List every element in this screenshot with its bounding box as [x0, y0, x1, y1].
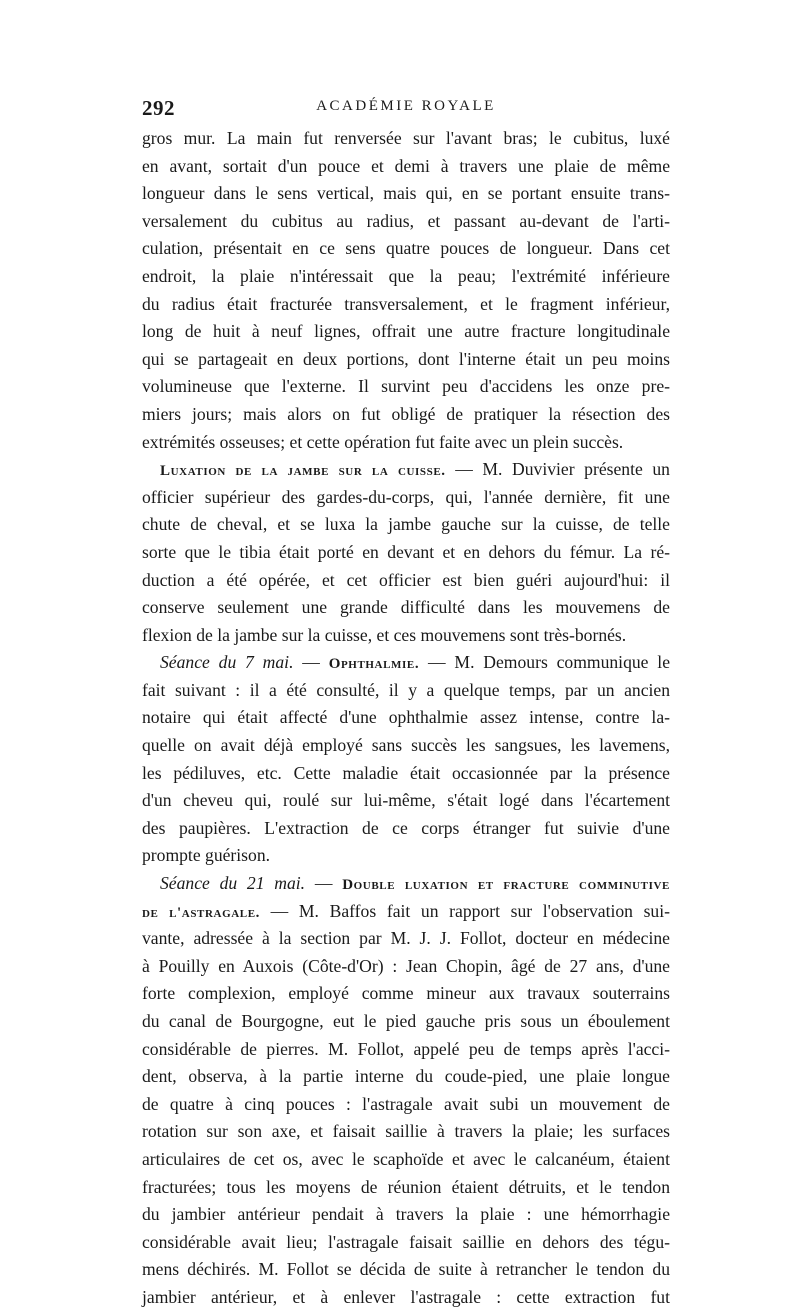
text-line: longueur dans le sens vertical, mais qui, en se portant ensuite trans-: [142, 183, 670, 204]
text-line: les pédiluves, etc. Cette maladie était occasionnée par la présence: [142, 762, 670, 783]
text-line: volumineuse que l'externe. Il survint peu d'accidens les onze pre-: [142, 376, 670, 397]
text-line: miers jours; mais alors on fut obligé de pratiquer la résection des: [142, 403, 670, 424]
text-line: extrémités osseuses; et cette opération fut faite avec un plein succès.: [142, 431, 624, 452]
text-line: culation, présentait en ce sens quatre pouces de longueur. Dans cet: [142, 238, 670, 259]
text-line: versalement du cubitus au radius, et passant au-devant de l'arti-: [142, 210, 670, 231]
text-line: de quatre à cinq pouces : l'astragale avait subi un mouvement de: [142, 1093, 670, 1114]
text-line: flexion de la jambe sur la cuisse, et ces mouvemens sont très-bornés.: [142, 624, 627, 645]
text-line: vante, adressée à la section par M. J. J. Follot, docteur en médecine: [142, 928, 670, 949]
section-heading: Luxation de la jambe sur la cuisse.: [160, 463, 446, 480]
text-line: considérable de pierres. M. Follot, appelé peu de temps après l'acci-: [142, 1038, 670, 1059]
text-line: forte complexion, employé comme mineur aux travaux souterrains: [142, 983, 670, 1004]
section-heading: Ophthalmie.: [328, 656, 420, 673]
text-line: conserve seulement une grande difficulté dans les mouvemens de: [142, 597, 670, 618]
text-line: des paupières. L'extraction de ce corps étranger fut suivie d'une: [142, 817, 670, 838]
text-line: qui se partageait en deux portions, dont l'interne était un peu moins: [142, 348, 670, 369]
text-line: prompte guérison.: [142, 845, 271, 866]
text-line: jambier antérieur, et à enlever l'astragale : cette extraction fut: [142, 1286, 670, 1307]
text-line: d'un cheveu qui, roulé sur lui-même, s'était logé dans l'écartement: [142, 790, 670, 811]
paragraph-astragale: [142, 870, 670, 1312]
text-line: de l'astragale. — M. Baffos fait un rapport sur l'observation sui-: [142, 900, 670, 921]
text-line: endroit, la plaie n'intéressait que la peau; l'extrémité inférieure: [142, 265, 670, 286]
page-header: [142, 96, 670, 126]
text-line: à Pouilly en Auxois (Côte-d'Or) : Jean Chopin, âgé de 27 ans, d'une: [142, 955, 670, 976]
section-heading-continued: de l'astragale.: [142, 904, 260, 921]
session-date: Séance du 7 mai.: [160, 652, 294, 673]
text-line: officier supérieur des gardes-du-corps, qui, l'année dernière, fit une: [142, 486, 670, 507]
paragraph-ophthalmie: [142, 649, 670, 870]
text-line: Séance du 21 mai. — Double luxation et fracture comminutive: [160, 873, 670, 894]
text-line: notaire qui était affecté d'une ophthalmie assez intense, contre la-: [142, 707, 670, 728]
text-line: du canal de Bourgogne, eut le pied gauche pris sous un éboulement: [142, 1011, 670, 1031]
text-line: quelle on avait déjà employé sans succès les sangsues, les lavemens,: [142, 735, 670, 756]
text-line: fracturées; tous les moyens de réunion étaient détruits, et le tendon: [142, 1176, 670, 1197]
running-head: ACADÉMIE ROYALE: [316, 98, 496, 114]
text-line: dent, observa, à la partie interne du coude-pied, une plaie longue: [142, 1066, 670, 1087]
session-date: Séance du 21 mai.: [160, 873, 306, 894]
paragraph-luxation-jambe: [142, 456, 670, 649]
text-line: mens déchirés. M. Follot se décida de suite à retrancher le tendon du: [142, 1259, 670, 1280]
text-line: Séance du 7 mai. — Ophthalmie. — M. Demours communique le: [160, 652, 670, 673]
text-line: chute de cheval, et se luxa la jambe gauche sur la cuisse, de telle: [142, 514, 670, 535]
text-line: du jambier antérieur pendait à travers la plaie : une hémorrhagie: [142, 1204, 670, 1225]
text-line: fait suivant : il a été consulté, il y a quelque temps, par un ancien: [142, 679, 670, 700]
page-number: 292: [142, 96, 175, 120]
text-line: articulaires de cet os, avec le scaphoïde et avec le calcanéum, étaient: [142, 1148, 670, 1169]
body-text: [142, 125, 670, 1312]
section-heading: Double luxation et fracture comminutive: [342, 877, 670, 894]
paragraph-fracture-case: [142, 125, 670, 456]
text-line: long de huit à neuf lignes, offrait une autre fracture longitudinale: [142, 321, 670, 342]
text-line: du radius était fracturée transversalement, et le fragment inférieur,: [142, 293, 670, 314]
text-line: rotation sur son axe, et faisait saillie à travers la plaie; les surfaces: [142, 1121, 670, 1142]
text-line: duction a été opérée, et cet officier est bien guéri aujourd'hui: il: [142, 569, 670, 590]
text-line: considérable avait lieu; l'astragale faisait saillie en dehors des tégu-: [142, 1231, 670, 1252]
text-line: en avant, sortait d'un pouce et demi à travers une plaie de même: [142, 155, 670, 176]
text-line: gros mur. La main fut renversée sur l'avant bras; le cubitus, luxé: [142, 128, 670, 148]
text-line: sorte que le tibia était porté en devant et en dehors du fémur. La ré-: [142, 541, 670, 562]
text-line: Luxation de la jambe sur la cuisse. — M. Duvivier présente un: [160, 459, 670, 480]
